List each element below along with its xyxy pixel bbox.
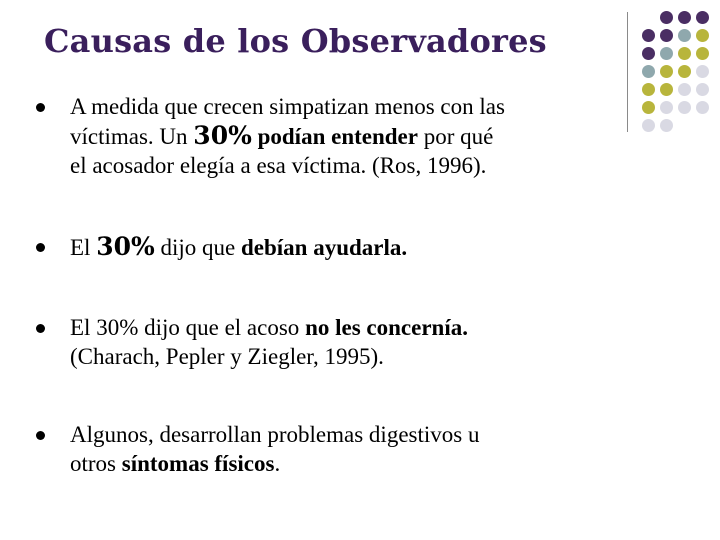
decorative-dot	[660, 29, 673, 42]
bullet-marker	[36, 431, 45, 440]
decorative-dot	[678, 101, 691, 114]
decorative-dot	[678, 11, 691, 24]
decorative-dot	[696, 101, 709, 114]
decorative-dot	[696, 11, 709, 24]
bullet-3-line-2: (Charach, Pepler y Ziegler, 1995).	[70, 344, 384, 369]
bullet-marker	[36, 243, 45, 252]
bullet-1-line-1: A medida que crecen simpatizan menos con las	[70, 94, 505, 119]
bullet-item-1	[70, 92, 670, 180]
decorative-dot	[678, 29, 691, 42]
bullet-item-2	[70, 232, 670, 262]
bullet-2-line-1: El 30% dijo que debían ayudarla.	[70, 232, 408, 261]
decorative-dot	[660, 65, 673, 78]
decorative-dot	[660, 47, 673, 60]
decorative-dot	[678, 47, 691, 60]
decorative-dot	[678, 65, 691, 78]
decorative-dot	[642, 65, 655, 78]
bullet-item-4	[70, 420, 670, 478]
bullet-3-line-1: El 30% dijo que el acoso no les concernía.	[70, 315, 468, 340]
bullet-4-line-2: otros síntomas físicos.	[70, 451, 281, 476]
decorative-dot	[660, 11, 673, 24]
bullet-marker	[36, 324, 45, 333]
bullet-4-line-1: Algunos, desarrollan problemas digestivos u	[70, 422, 480, 447]
slide-title: Causas de los Observadores	[44, 22, 547, 60]
bullet-1-line-3: el acosador elegía a esa víctima. (Ros, 1996).	[70, 153, 487, 178]
bullet-marker	[36, 103, 45, 112]
decorative-dot	[696, 47, 709, 60]
decorative-dot	[642, 29, 655, 42]
decorative-dot	[696, 29, 709, 42]
decorative-dot	[696, 83, 709, 96]
decorative-dot	[696, 65, 709, 78]
bullet-item-3	[70, 313, 670, 371]
bullet-1-line-2: víctimas. Un 30% podían entender por qué	[70, 121, 494, 150]
decorative-dot	[678, 83, 691, 96]
decorative-dot	[642, 47, 655, 60]
